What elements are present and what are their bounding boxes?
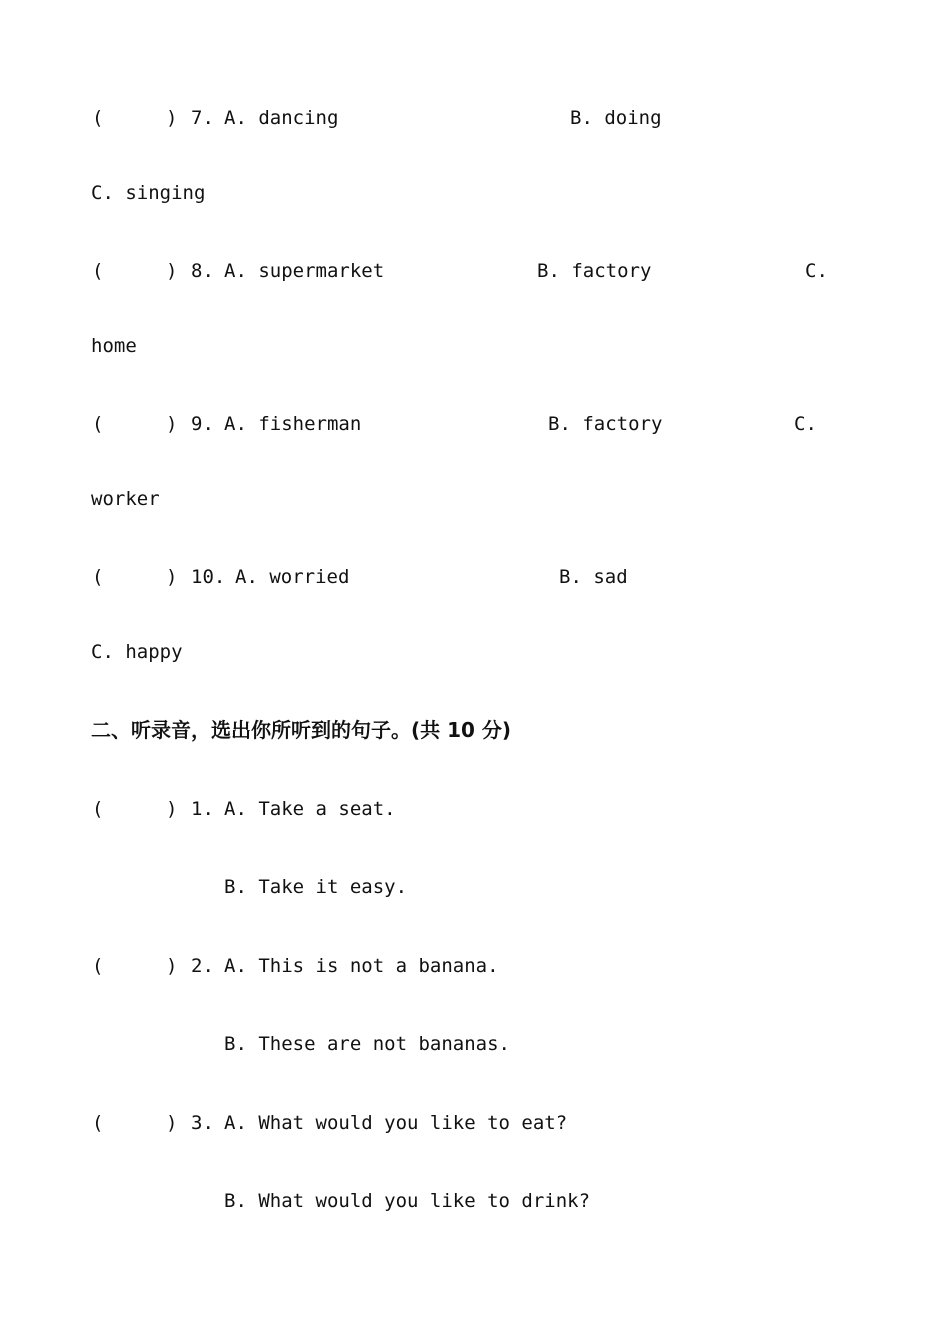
s1-option-b: B. Take it easy. [224,876,408,898]
s2-option-b: B. These are not bananas. [224,1033,510,1055]
q9-option-b: B. factory [548,413,663,435]
q8-option-a: A. supermarket [224,260,385,282]
q9-option-c-label: C. [794,413,817,435]
s2-option-a: A. This is not a banana. [224,955,499,977]
q10-paren-close: ) [166,566,178,588]
q10-number: 10. [191,566,226,588]
q8-option-c-text: home [91,335,137,357]
q9-number: 9. [191,413,214,435]
s1-paren-close: ) [166,798,178,820]
q7-paren-close: ) [166,107,178,129]
q8-option-b: B. factory [537,260,652,282]
q10-paren-open: ( [92,566,104,588]
s3-option-b: B. What would you like to drink? [224,1190,591,1212]
s2-paren-close: ) [166,955,178,977]
s2-number: 2. [191,955,214,977]
q9-paren-open: ( [92,413,104,435]
section-2-heading: 二、听录音，选出你所听到的句子。(共 10 分) [91,718,512,742]
q8-option-c-label: C. [805,260,828,282]
q9-paren-close: ) [166,413,178,435]
q7-number: 7. [191,107,214,129]
q7-option-a: A. dancing [224,107,339,129]
q9-option-c-text: worker [91,488,160,510]
s3-paren-open: ( [92,1112,104,1134]
q8-paren-close: ) [166,260,178,282]
s3-option-a: A. What would you like to eat? [224,1112,568,1134]
q7-option-b: B. doing [570,107,662,129]
s1-option-a: A. Take a seat. [224,798,396,820]
q7-paren-open: ( [92,107,104,129]
s1-paren-open: ( [92,798,104,820]
q9-option-a: A. fisherman [224,413,362,435]
q8-number: 8. [191,260,214,282]
s3-number: 3. [191,1112,214,1134]
q8-paren-open: ( [92,260,104,282]
q7-option-c: C. singing [91,182,206,204]
q10-option-a: A. worried [235,566,350,588]
q10-option-b: B. sad [559,566,628,588]
s2-paren-open: ( [92,955,104,977]
s1-number: 1. [191,798,214,820]
q10-option-c: C. happy [91,641,183,663]
s3-paren-close: ) [166,1112,178,1134]
